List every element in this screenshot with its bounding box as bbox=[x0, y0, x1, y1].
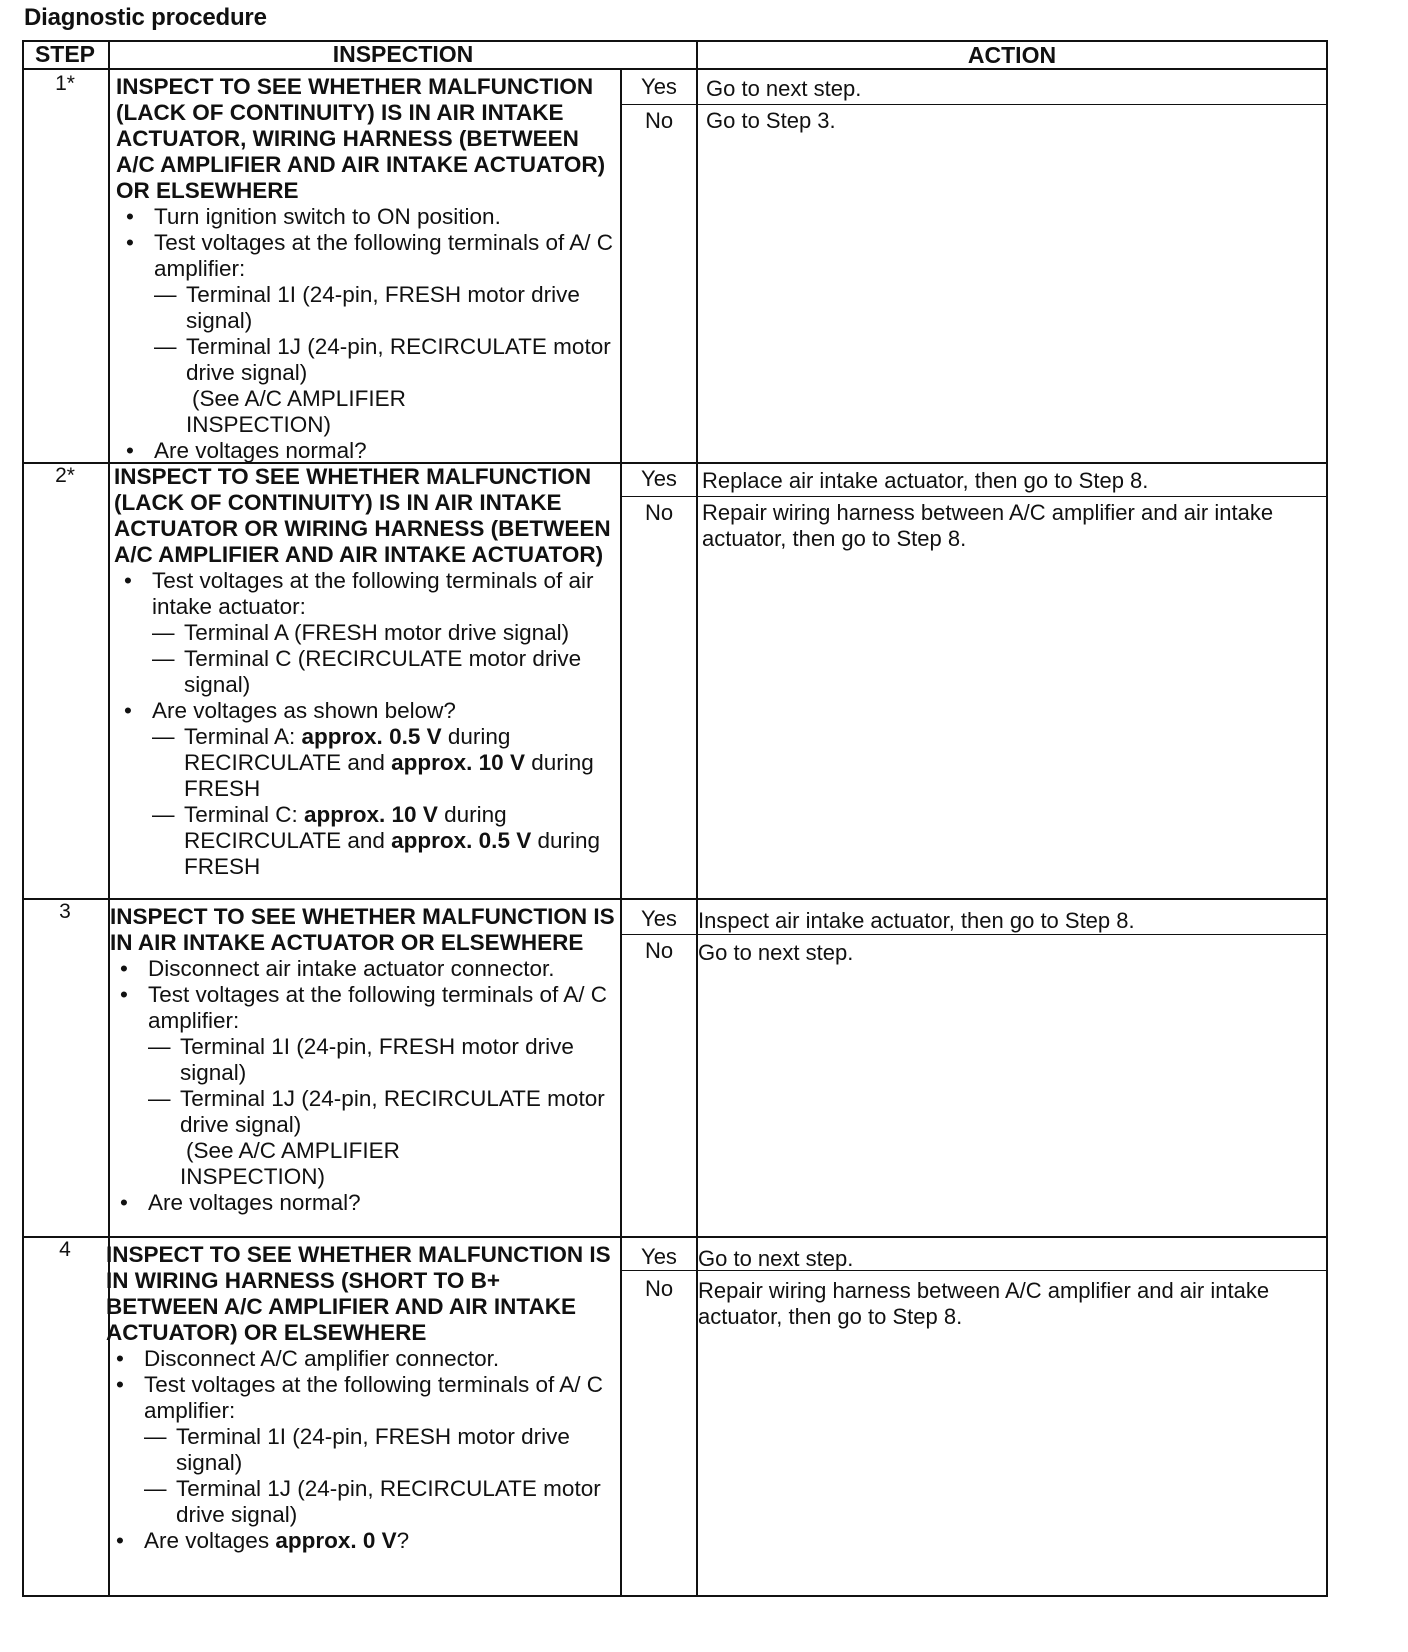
page-title: Diagnostic procedure bbox=[24, 4, 267, 31]
no-label: No bbox=[644, 1276, 674, 1301]
step-number: 4 bbox=[59, 1238, 71, 1261]
inspection-bullet: • Disconnect A/C amplifier connector. bbox=[106, 1346, 618, 1372]
mode-text: during FRESH bbox=[184, 750, 594, 801]
inspection-cell bbox=[114, 464, 618, 880]
terminal-label: Terminal A: bbox=[184, 724, 302, 749]
yes-action: Go to next step. bbox=[706, 76, 862, 101]
yes-label: Yes bbox=[641, 1244, 677, 1269]
no-label: No bbox=[644, 938, 674, 963]
yesno-column-divider bbox=[620, 70, 622, 1597]
inspection-dash-item: — Terminal 1J (24-pin, RECIRCULATE motor drive signal) bbox=[110, 1086, 618, 1138]
no-action: Go to Step 3. bbox=[706, 108, 836, 133]
yes-no-divider-1 bbox=[620, 104, 1328, 105]
yes-action: Replace air intake actuator, then go to Step 8. bbox=[702, 468, 1149, 493]
no-label: No bbox=[644, 500, 674, 525]
inspection-bullet bbox=[106, 1528, 618, 1554]
voltage-value: approx. 0 V bbox=[275, 1528, 397, 1553]
inspection-bullet: • Are voltages normal? bbox=[110, 1190, 618, 1216]
yes-action: Go to next step. bbox=[698, 1246, 854, 1271]
yes-label: Yes bbox=[641, 906, 677, 931]
no-label: No bbox=[644, 108, 674, 133]
inspection-bullet: • Test voltages at the following terminals of A/ C amplifier: bbox=[110, 982, 618, 1034]
mode-text: during RECIRCULATE and bbox=[184, 724, 511, 775]
inspection-cell bbox=[106, 1242, 618, 1554]
header-step: STEP bbox=[34, 41, 96, 67]
inspection-dash-item: — Terminal A (FRESH motor drive signal) bbox=[114, 620, 618, 646]
inspection-bullet: • Test voltages at the following terminals of air intake actuator: bbox=[114, 568, 618, 620]
inspection-bullet: • Turn ignition switch to ON position. bbox=[116, 204, 616, 230]
table-border-left bbox=[22, 40, 24, 1597]
yes-label: Yes bbox=[641, 466, 677, 491]
inspection-bullet: • Disconnect air intake actuator connector. bbox=[110, 956, 618, 982]
inspection-cell bbox=[110, 904, 618, 1216]
header-inspection: INSPECTION bbox=[332, 41, 474, 67]
mode-text: during FRESH bbox=[184, 828, 601, 879]
no-action: Go to next step. bbox=[698, 940, 854, 965]
row-divider-3 bbox=[22, 1236, 1328, 1238]
inspection-heading: INSPECT TO SEE WHETHER MALFUNCTION IS IN WIRING HARNESS (SHORT TO B+ BETWEEN A/C AMPLIFIER AND AIR INTAKE ACTUATOR) OR ELSEWHERE bbox=[106, 1242, 611, 1345]
inspection-bullet: • Are voltages normal? bbox=[116, 438, 616, 464]
inspection-dash-item: — Terminal C (RECIRCULATE motor drive signal) bbox=[114, 646, 618, 698]
yes-no-divider-3 bbox=[620, 934, 1328, 935]
header-divider bbox=[22, 68, 1328, 70]
voltage-value: approx. 0.5 V bbox=[391, 828, 532, 853]
step-number: 1* bbox=[55, 72, 75, 95]
table-border-bottom bbox=[22, 1595, 1328, 1597]
inspection-reference: (See A/C AMPLIFIER bbox=[192, 386, 406, 411]
yes-label: Yes bbox=[641, 74, 677, 99]
inspection-bullet: • Test voltages at the following terminals of A/ C amplifier: bbox=[116, 230, 616, 282]
question-text: Are voltages bbox=[144, 1528, 276, 1553]
inspection-reference: (See A/C AMPLIFIER bbox=[186, 1138, 400, 1163]
yes-action: Inspect air intake actuator, then go to Step 8. bbox=[698, 908, 1135, 933]
mode-text: during RECIRCULATE and bbox=[184, 802, 507, 853]
header-action: ACTION bbox=[967, 42, 1057, 68]
inspection-heading: INSPECT TO SEE WHETHER MALFUNCTION (LACK OF CONTINUITY) IS IN AIR INTAKE ACTUATOR OR WIRING HARNESS (BETWEEN A/C AMPLIFIER AND AIR INTAKE ACTUATOR) bbox=[114, 464, 611, 567]
inspection-cell bbox=[116, 74, 616, 464]
inspection-bullet: • Test voltages at the following terminals of A/ C amplifier: bbox=[106, 1372, 618, 1424]
inspection-heading: INSPECT TO SEE WHETHER MALFUNCTION (LACK OF CONTINUITY) IS IN AIR INTAKE ACTUATOR, WIRING HARNESS (BETWEEN A/C AMPLIFIER AND AIR INTAKE ACTUATOR) OR ELSEWHERE bbox=[116, 74, 606, 203]
inspection-dash-item bbox=[114, 724, 618, 802]
inspection-dash-item: — Terminal 1I (24-pin, FRESH motor drive signal) bbox=[116, 282, 616, 334]
row-divider-2 bbox=[22, 898, 1328, 900]
inspection-reference: INSPECTION) bbox=[186, 412, 332, 437]
step-number: 2* bbox=[55, 464, 75, 487]
no-action: Repair wiring harness between A/C amplifier and air intake actuator, then go to Step 8. bbox=[702, 500, 1274, 551]
inspection-dash-item: — Terminal 1I (24-pin, FRESH motor drive signal) bbox=[106, 1424, 618, 1476]
voltage-value: approx. 0.5 V bbox=[301, 724, 442, 749]
inspection-bullet: • Are voltages as shown below? bbox=[114, 698, 618, 724]
voltage-value: approx. 10 V bbox=[304, 802, 438, 827]
inspection-reference: INSPECTION) bbox=[180, 1164, 326, 1189]
inspection-dash-item: — Terminal 1I (24-pin, FRESH motor drive signal) bbox=[110, 1034, 618, 1086]
voltage-value: approx. 10 V bbox=[391, 750, 525, 775]
terminal-label: Terminal C: bbox=[184, 802, 305, 827]
action-column-divider bbox=[696, 40, 698, 1597]
no-action: Repair wiring harness between A/C amplifier and air intake actuator, then go to Step 8. bbox=[698, 1278, 1270, 1329]
diagnostic-table bbox=[22, 40, 1398, 1640]
table-border-right bbox=[1326, 40, 1328, 1597]
inspection-dash-item bbox=[114, 802, 618, 880]
inspection-heading: INSPECT TO SEE WHETHER MALFUNCTION IS IN AIR INTAKE ACTUATOR OR ELSEWHERE bbox=[110, 904, 615, 955]
inspection-dash-item: — Terminal 1J (24-pin, RECIRCULATE motor drive signal) bbox=[106, 1476, 618, 1528]
question-text: ? bbox=[396, 1528, 410, 1553]
step-number: 3 bbox=[59, 900, 71, 923]
yes-no-divider-2 bbox=[620, 496, 1328, 497]
inspection-dash-item: — Terminal 1J (24-pin, RECIRCULATE motor drive signal) bbox=[116, 334, 616, 386]
